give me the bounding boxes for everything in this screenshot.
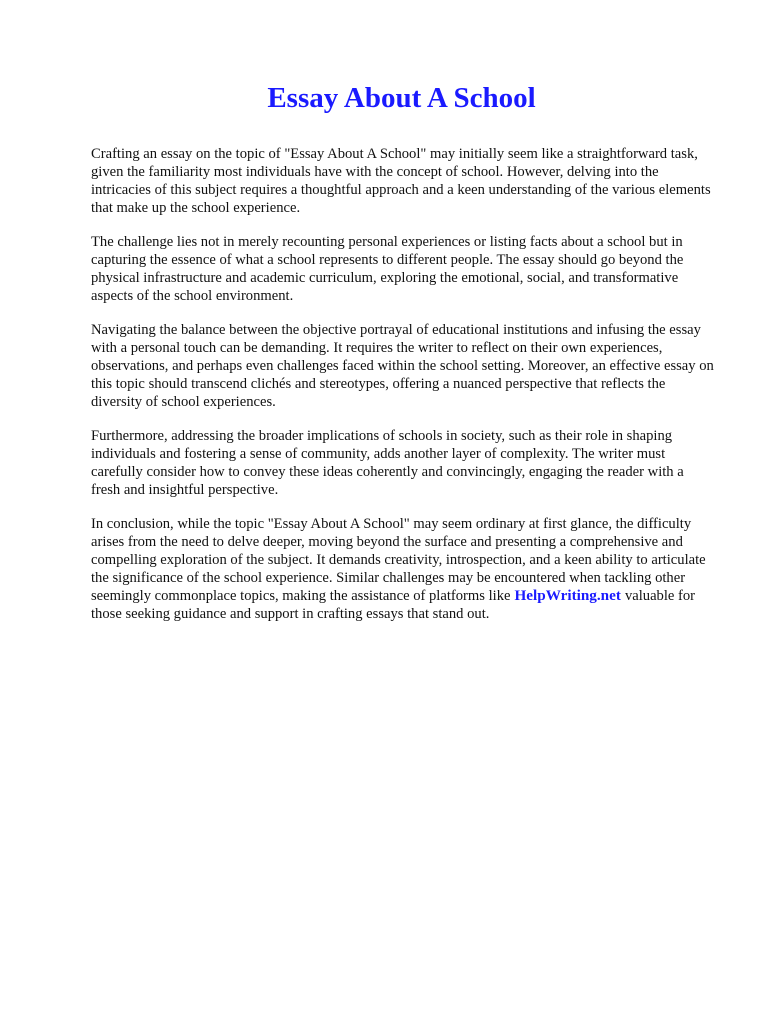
conclusion-text-before-link: In conclusion, while the topic "Essay About A School" may seem ordinary at first glance, the difficulty arises from the need to delve deeper, moving beyond the surface and presenting a comprehensive and compelling exploration of the subject. It demands creativity, introspection, and a keen ability to articulate the significance of the school experience. Similar challenges may be encountered when tackling other seemingly commonplace topics, making the assistance of platforms like <box>91 516 706 604</box>
paragraph-balance: Navigating the balance between the objective portrayal of educational institutions and infusing the essay with a personal touch can be demanding. It requires the writer to reflect on their own experiences, observations, and perhaps even challenges faced within the school setting. Moreover, an effective essay on this topic should transcend clichés and stereotypes, offering a nuanced perspective that reflects the diversity of school experiences. <box>91 322 714 410</box>
paragraph-challenge: The challenge lies not in merely recounting personal experiences or listing facts about a school but in capturing the essence of what a school represents to different people. The essay should go beyond the physical infrastructure and academic curriculum, exploring the emotional, social, and transformative aspects of the school environment. <box>91 234 684 304</box>
paragraph-intro: Crafting an essay on the topic of "Essay About A School" may initially seem like a straightforward task, given the familiarity most individuals have with the concept of school. However, delving into the intricacies of this subject requires a thoughtful approach and a keen understanding of the various elements that make up the school experience. <box>91 146 711 216</box>
page-title: Essay About A School <box>267 82 536 114</box>
helpwriting-link[interactable]: HelpWriting.net <box>514 587 621 604</box>
paragraph-conclusion <box>91 515 715 623</box>
conclusion-text-after-link: valuable for those seeking guidance and support in crafting essays that stand out. <box>91 588 696 622</box>
paragraph-implications: Furthermore, addressing the broader implications of schools in society, such as their role in shaping individuals and fostering a sense of community, adds another layer of complexity. The writer must carefully consider how to convey these ideas coherently and convincingly, engaging the reader with a fresh and insightful perspective. <box>91 428 684 498</box>
